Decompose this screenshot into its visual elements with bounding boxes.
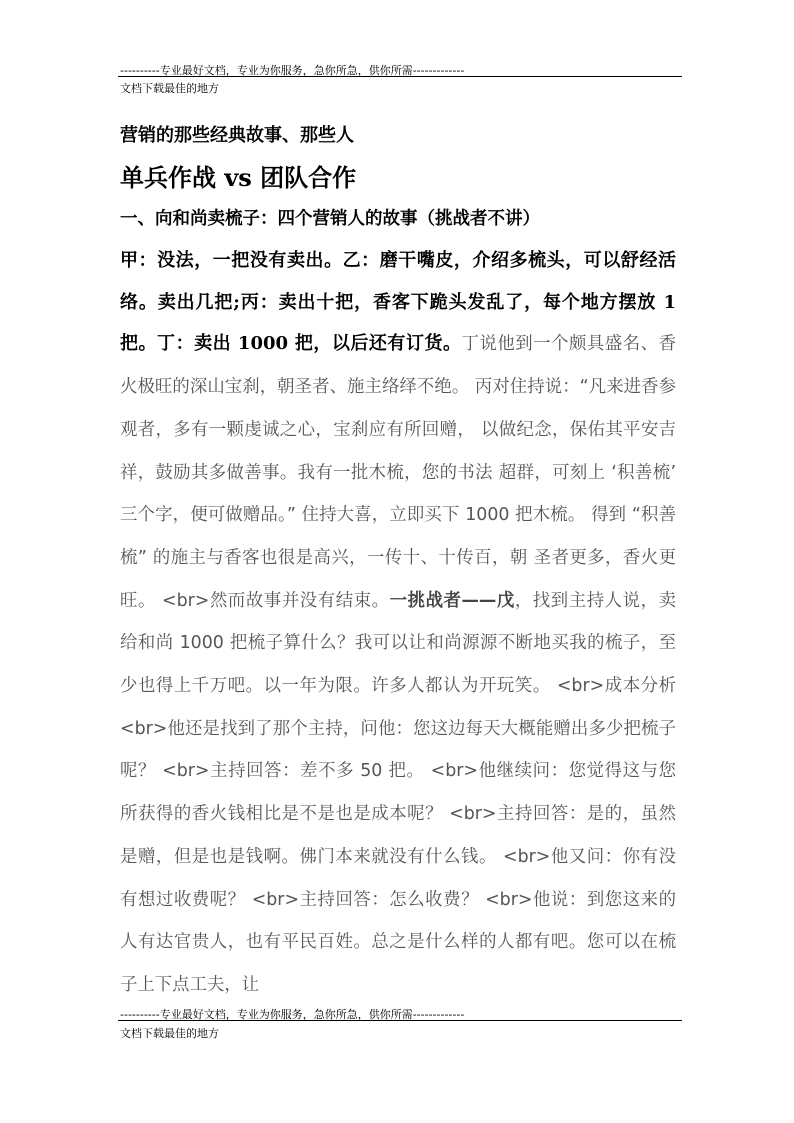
header-rule xyxy=(118,76,682,77)
document-heading: 单兵作战 vs 团队合作 xyxy=(120,163,357,192)
header-subtitle: 文档下载最佳的地方 xyxy=(120,82,219,95)
footer-tagline: ----------专业最好文档，专业为你服务，急你所急，供你所需------------- xyxy=(120,1008,465,1021)
challenger-name: 一挑战者——戊 xyxy=(389,590,515,611)
document-title: 营销的那些经典故事、那些人 xyxy=(120,125,354,146)
footer-rule xyxy=(118,1020,682,1021)
body-text xyxy=(120,240,676,1007)
body-story-text: 丁说他到一个颇具盛名、香火极旺的深山宝刹，朝圣者、施主络绎不绝。 丙对住持说：“凡来进香参观者，多有一颗虔诚之心，宝刹应有所回赠， 以做纪念，保佑其平安吉祥，鼓励其多做善事。我有一批木梳，您的书法 超群，可刻上 ‘积善梳’ 三个字，便可做赠品。” 住持大喜，立即买下 1000 把木梳。 得到 “积善梳” 的施主与香客也很是高兴，一传十、十传百，朝 圣者更多，香火更旺。 <br>然而故事并没有结束。 xyxy=(120,334,676,611)
body-analysis-text: ，找到主持人说，卖给和尚 1000 把梳子算什么？我可以让和尚源源不断地买我的梳子，至少也得上千万吧。以一年为限。许多人都认为开玩笑。 <br>成本分析 <br>他还是找到了那个主持，问他：您这边每天大概能赠出多少把梳子呢？ <br>主持回答：差不多 50 把。 <br>他继续问：您觉得这与您所获得的香火钱相比是不是也是成本呢？ <br>主持回答：是的，虽然是赠，但是也是钱啊。佛门本来就没有什么钱。 <br>他又问：你有没有想过收费呢？ <br>主持回答：怎么收费？ <br>他说：到您这来的人有达官贵人，也有平民百姓。总之是什么样的人都有吧。您可以在梳子上下点工夫，让 xyxy=(120,590,676,995)
body-bold-text: 甲：没法，一把没有卖出。乙：磨干嘴皮，介绍多梳头，可以舒经活络。卖出几把;丙：卖出十把，香客下跪头发乱了，每个地方摆放 1 把。丁：卖出 1000 把，以后还有订货。 xyxy=(120,250,676,355)
section-heading: 一、向和尚卖梳子：四个营销人的故事（挑战者不讲） xyxy=(120,209,540,229)
header-tagline: ----------专业最好文档，专业为你服务，急你所急，供你所需------------- xyxy=(120,64,465,77)
footer-subtitle: 文档下载最佳的地方 xyxy=(120,1027,219,1040)
